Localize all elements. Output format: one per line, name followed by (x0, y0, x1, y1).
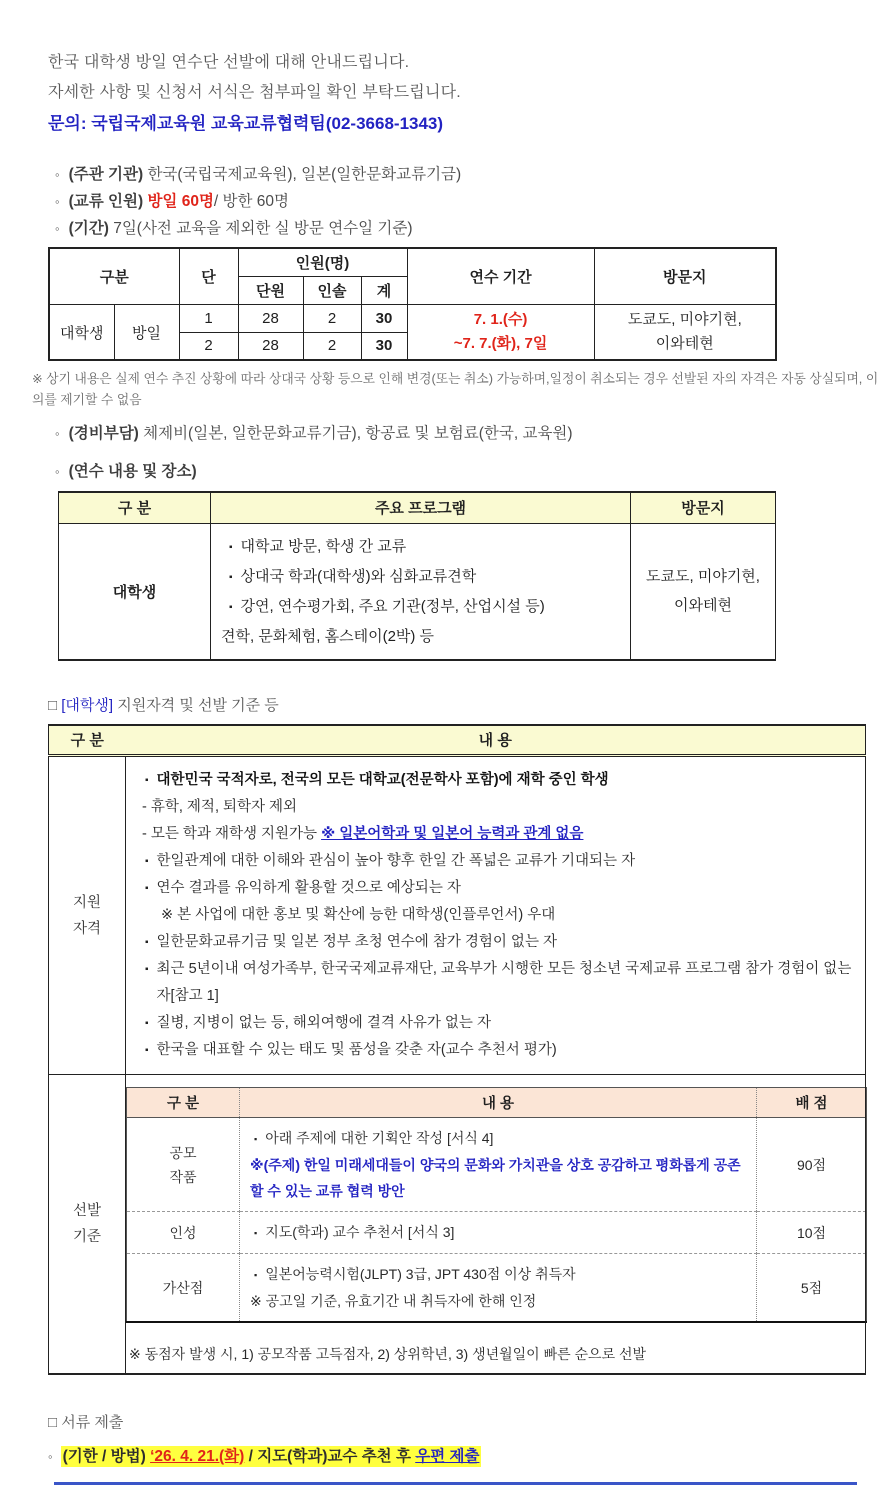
col-header-gubun: 구 분 (127, 1088, 240, 1118)
qual-text-1: 대한민국 국적자로, 전국의 모든 대학교(전문학사 포함)에 재학 중인 학생 (156, 772, 609, 788)
square-bullet-icon: ▪ (145, 937, 149, 948)
qual-item-4 (139, 848, 857, 875)
cell-character-label: 인성 (127, 1212, 240, 1254)
cell-gye-1: 30 (361, 305, 407, 333)
qual-item-2: - 휴학, 제적, 퇴학자 제외 (142, 799, 298, 815)
section-title-criteria (48, 694, 866, 715)
selection-header-row (127, 1088, 867, 1118)
cell-place (631, 523, 776, 660)
overview-period-item (48, 215, 866, 242)
qualification-label-line-1: 지원 (72, 894, 101, 911)
col-header-gye: 계 (361, 277, 407, 305)
cell-place (594, 305, 776, 361)
qual-text-7: 최근 5년이내 여성가족부, 한국국제교류재단, 교육부가 시행한 모든 청소년 국제교류 프로그램 참가 경험이 없는 자[참고 1] (156, 961, 852, 1004)
col-header-place: 방문지 (594, 248, 776, 305)
selection-criteria-table (126, 1087, 867, 1323)
contest-text-1: 아래 주제에 대한 기획안 작성 [서식 4] (265, 1130, 494, 1146)
program-section-label: (연수 내용 및 장소) (68, 463, 197, 480)
bonus-content-line-1 (250, 1261, 748, 1288)
qual-item-1 (139, 767, 857, 794)
contest-theme-blue: ※(주제) 한일 미래세대들이 양국의 문화와 가치관을 상호 공감하고 평화롭게 공존할 수 있는 교류 협력 방안 (250, 1157, 741, 1199)
program-body-row (59, 523, 776, 660)
qual-item-7 (139, 956, 857, 1010)
place-line-2: 이와테현 (674, 597, 732, 614)
schedule-table (48, 247, 777, 361)
selection-row (49, 1075, 866, 1375)
qual-text-4: 한일관계에 대한 이해와 관심이 높아 향후 한일 간 폭넓은 교류가 기대되는 자 (156, 853, 636, 869)
program-line-4: 견학, 문화체험, 홈스테이(2박) 등 (221, 627, 435, 645)
program-text-1: 대학교 방문, 학생 간 교류 (240, 537, 407, 555)
bonus-content-line-2: ※ 공고일 기준, 유효기간 내 취득자에 한해 인정 (250, 1293, 537, 1309)
intro-line-2: 자세한 사항 및 신청서 서식은 첨부파일 확인 부탁드립니다. (48, 84, 461, 101)
overview-list (48, 161, 866, 242)
section-title-rest: 지원자격 및 선발 기준 등 (113, 696, 279, 714)
circle-bullet-icon: ◦ (55, 426, 60, 441)
square-bullet-icon: ▪ (145, 1018, 149, 1029)
col-header-gubun: 구분 (49, 248, 179, 305)
col-header-inwon: 인원(명) (238, 248, 407, 277)
selection-label-line-1: 선발 (72, 1203, 101, 1219)
col-header-gubun: 구 분 (59, 492, 211, 523)
program-section-item (48, 458, 866, 485)
square-bullet-icon: ▪ (145, 964, 149, 975)
selection-content (126, 1075, 866, 1375)
selection-label (49, 1075, 126, 1375)
qual-text-3b-blue: ※ 일본어학과 및 일본어 능력과 관계 없음 (321, 826, 584, 842)
cell-insol-1: 2 (303, 305, 361, 333)
circle-bullet-icon: ◦ (55, 167, 60, 182)
col-header-program: 주요 프로그램 (211, 492, 631, 523)
cell-category: 대학생 (49, 305, 114, 361)
deadline-date: ‘26. 4. 21.(화) (150, 1448, 245, 1465)
cell-gye-2: 30 (361, 332, 407, 360)
col-header-content: 내 용 (126, 725, 866, 756)
place-line-1: 도쿄도, 미야기현, (646, 568, 760, 585)
place-line-2: 이와테현 (655, 335, 714, 352)
selection-row-character (127, 1212, 867, 1254)
program-line-3 (221, 592, 624, 622)
overview-people-item (48, 188, 866, 215)
people-rest: / 방한 60명 (213, 193, 290, 210)
cell-contest-label (127, 1118, 240, 1212)
col-header-insol: 인솔 (303, 277, 361, 305)
period-line-2: ~7. 7.(화), 7일 (453, 335, 548, 352)
selection-label-line-2: 기준 (72, 1229, 101, 1245)
qual-text-3a: - 모든 학과 재학생 지원가능 (142, 826, 322, 842)
cell-dan-2: 2 (179, 332, 238, 360)
program-header-row (59, 492, 776, 523)
qualification-label-line-2: 자격 (72, 920, 101, 937)
circle-bullet-icon: ◦ (55, 194, 60, 209)
host-label: (주관 기관) (68, 166, 144, 183)
col-header-score: 배 점 (757, 1088, 867, 1118)
host-text: 한국(국립국제교육원), 일본(일한문화교류기금) (143, 166, 462, 183)
expense-text: 체제비(일본, 일한문화교류기금), 항공료 및 보험료(한국, 교육원) (138, 425, 573, 442)
square-bullet-icon: ▪ (229, 571, 233, 583)
cell-character-score: 10점 (757, 1212, 867, 1254)
selection-table-wrap (126, 1075, 865, 1373)
qual-text-9: 한국을 대표할 수 있는 태도 및 품성을 갖춘 자(교수 추천서 평가) (156, 1042, 557, 1058)
cell-programs (211, 523, 631, 660)
criteria-table (48, 724, 866, 1376)
qualification-label (49, 756, 126, 1075)
col-header-period: 연수 기간 (407, 248, 594, 305)
square-bullet-icon: ▪ (254, 1228, 258, 1238)
people-visit-japan: 방일 60명 (147, 193, 214, 210)
deadline-label: (기한 / 방법) (62, 1448, 151, 1465)
program-line-1 (221, 532, 624, 562)
qualification-row (49, 756, 866, 1075)
circle-bullet-icon: ◦ (55, 464, 60, 479)
people-label: (교류 인원) (68, 193, 144, 210)
selection-row-contest (127, 1118, 867, 1212)
deadline-mid: / 지도(학과)교수 추천 후 (244, 1448, 416, 1465)
schedule-header-row-1 (49, 248, 776, 277)
cell-character-content (240, 1212, 757, 1254)
qual-item-5-sub: ※ 본 사업에 대한 홍보 및 확산에 능한 대학생(인플루언서) 우대 (161, 907, 556, 923)
period-text: 7일(사전 교육을 제외한 실 방문 연수일 기준) (108, 220, 413, 237)
col-header-content: 내 용 (240, 1088, 757, 1118)
square-bullet-icon: ▪ (254, 1134, 258, 1144)
cell-category: 대학생 (59, 523, 211, 660)
schedule-body-row-1 (49, 305, 776, 333)
col-header-danwon: 단원 (238, 277, 303, 305)
program-line-2 (221, 562, 624, 592)
square-bullet-icon: ▪ (229, 541, 233, 553)
qual-item-9 (139, 1037, 857, 1064)
contest-label-line-1: 공모 (169, 1144, 197, 1161)
qual-text-5: 연수 결과를 유익하게 활용할 것으로 예상되는 자 (156, 880, 461, 896)
cell-contest-content (240, 1118, 757, 1212)
cell-danwon-1: 28 (238, 305, 303, 333)
qual-item-6 (139, 929, 857, 956)
program-text-3: 강연, 연수평가회, 주요 기관(정부, 산업시설 등) (240, 597, 545, 615)
square-bullet-icon: ▪ (145, 856, 149, 867)
box-marker: □ (48, 696, 62, 714)
overview-host-item (48, 161, 866, 188)
col-header-dan: 단 (179, 248, 238, 305)
square-bullet-icon: ▪ (254, 1270, 258, 1280)
qual-item-3 (139, 821, 857, 848)
qual-text-8: 질병, 지병이 없는 등, 해외여행에 결격 사유가 없는 자 (156, 1015, 491, 1031)
period-label: (기간) (68, 220, 109, 237)
intro-line-1: 한국 대학생 방일 연수단 선발에 대해 안내드립니다. (48, 54, 410, 71)
col-header-gubun: 구 분 (49, 725, 126, 756)
deadline-highlight (61, 1446, 482, 1467)
col-header-place: 방문지 (631, 492, 776, 523)
cell-bonus-content (240, 1254, 757, 1323)
section-tag-student: [대학생] (61, 696, 114, 714)
program-text-2: 상대국 학과(대학생)와 심화교류견학 (240, 567, 477, 585)
cell-bonus-score: 5점 (757, 1254, 867, 1323)
period-line-1: 7. 1.(수) (473, 311, 528, 328)
place-line-1: 도쿄도, 미야기현, (627, 311, 742, 328)
cell-direction: 방일 (114, 305, 179, 361)
change-note: ※ 상기 내용은 실제 연수 추진 상황에 따라 상대국 상황 등으로 인해 변경(또는 취소) 가능하며,일정이 취소되는 경우 선발된 자의 자격은 자동 상실되며, 이의를 제기할 수 없음 (32, 371, 879, 407)
qual-text-6: 일한문화교류기금 및 일본 정부 초청 연수에 참가 경험이 없는 자 (156, 934, 557, 950)
expense-label: (경비부담) (68, 425, 139, 442)
cell-contest-score: 90점 (757, 1118, 867, 1212)
circle-bullet-icon: ◦ (55, 221, 60, 236)
square-bullet-icon: ▪ (145, 775, 149, 786)
criteria-header-row (49, 725, 866, 756)
submission-section-title: □ 서류 제출 (48, 1414, 124, 1431)
submission-deadline-line (48, 1444, 866, 1466)
character-text: 지도(학과) 교수 추천서 [서식 3] (265, 1224, 455, 1240)
program-table (58, 491, 776, 661)
square-bullet-icon: ▪ (145, 883, 149, 894)
tie-breaker-note: ※ 동점자 발생 시, 1) 공모작품 고득점자, 2) 상위학년, 3) 생년월일이 빠른 순으로 선발 (129, 1346, 647, 1362)
qual-item-5 (139, 875, 857, 902)
cell-dan-1: 1 (179, 305, 238, 333)
cell-danwon-2: 28 (238, 332, 303, 360)
square-bullet-icon: ▪ (145, 1045, 149, 1056)
qualification-content (126, 756, 866, 1075)
contest-label-line-2: 작품 (169, 1168, 197, 1185)
deadline-method: 우편 제출 (415, 1448, 480, 1465)
expense-item (48, 420, 866, 447)
bonus-text-1: 일본어능력시험(JLPT) 3급, JPT 430점 이상 취득자 (265, 1266, 576, 1282)
circle-bullet-icon: ◦ (48, 1449, 53, 1464)
qual-item-8 (139, 1010, 857, 1037)
cell-period (407, 305, 594, 361)
contact-info: 문의: 국립국제교육원 교육교류협력팀(02-3668-1343) (48, 114, 444, 133)
cell-bonus-label: 가산점 (127, 1254, 240, 1323)
square-bullet-icon: ▪ (229, 601, 233, 613)
contest-content-line-1 (250, 1125, 748, 1152)
cell-insol-2: 2 (303, 332, 361, 360)
selection-row-bonus (127, 1254, 867, 1323)
